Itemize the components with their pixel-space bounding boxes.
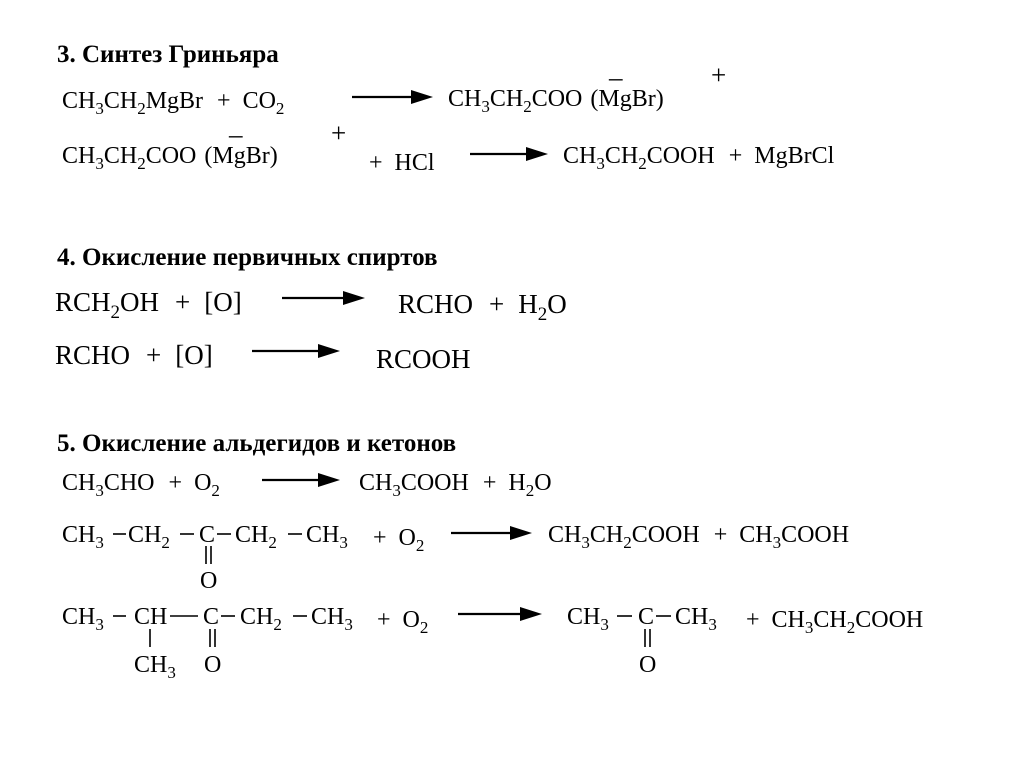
positive-charge: +: [711, 60, 727, 90]
reaction-3-2: [62, 118, 835, 176]
section-heading-grignard: 3. Синтез Гриньяра: [57, 41, 279, 68]
structure-group: $CH_3$: [567, 604, 609, 634]
reaction-3-1-right: $CH_3CH_2COO$ (MgBr): [448, 86, 664, 116]
structure-group: $CH_3$: [62, 522, 104, 552]
carbonyl-oxygen: O: [200, 568, 218, 594]
methylpentanone-structure: [62, 604, 353, 682]
negative-charge: –: [609, 62, 623, 92]
reaction-arrow: [282, 291, 365, 305]
reaction-4-2-left: RCHO + [O]: [55, 340, 213, 370]
reaction-4-1-left: $RCH_2OH + [O]$: [55, 287, 242, 323]
methyl-branch: $CH_3$: [134, 652, 176, 682]
structure-group: $CH_3$: [675, 604, 717, 634]
negative-charge: –: [229, 119, 243, 149]
structure-group: C: [638, 604, 655, 630]
reaction-3-1-left: $CH_3CH_2MgBr + CO_2$: [62, 88, 285, 118]
pentanone-structure: [62, 522, 348, 594]
reaction-5-3-coproduct: + $CH_3CH_2COOH$: [746, 607, 924, 637]
structure-group: CH: [134, 604, 168, 630]
reaction-arrow: [458, 607, 542, 621]
acetone-structure: [567, 604, 717, 678]
structure-group: $CH_2$: [240, 604, 282, 634]
structure-group: $CH_2$: [235, 522, 277, 552]
carbonyl-oxygen: O: [204, 652, 222, 678]
reaction-arrow: [252, 344, 340, 358]
reaction-5-1-right: $CH_3COOH + H_2O$: [359, 470, 552, 500]
structure-group: $CH_2$: [128, 522, 170, 552]
reaction-arrow: [352, 90, 433, 104]
reaction-3-1: [62, 60, 726, 118]
reaction-4-2-right: RCOOH: [376, 344, 471, 374]
reaction-arrow: [470, 147, 548, 161]
reaction-4-1: [55, 287, 567, 325]
section-heading-alcohol-oxidation: 4. Окисление первичных спиртов: [57, 244, 438, 271]
reaction-3-2-left-reagent: + HCl: [369, 150, 435, 176]
structure-group: C: [199, 522, 216, 548]
structure-group: C: [203, 604, 220, 630]
carbonyl-oxygen: O: [639, 652, 657, 678]
reaction-5-1: [62, 470, 552, 500]
reaction-3-2-right: $CH_3CH_2COOH$ + MgBrCl: [563, 143, 835, 173]
structure-group: $CH_3$: [62, 604, 104, 634]
reaction-5-2-reagent: + $O_2$: [373, 525, 425, 555]
positive-charge: +: [331, 118, 347, 148]
reaction-4-1-right: RCHO + $H_2O$: [398, 289, 567, 325]
reaction-3-2-left: $CH_3CH_2COO$ (MgBr): [62, 143, 278, 173]
reaction-4-2: [55, 340, 471, 374]
reaction-5-2-right: $CH_3CH_2COOH$ + $CH_3COOH$: [548, 522, 850, 552]
reaction-arrow: [451, 526, 532, 540]
structure-group: $CH_3$: [306, 522, 348, 552]
reaction-arrow: [262, 473, 340, 487]
section-heading-aldehyde-ketone-oxidation: 5. Окисление альдегидов и кетонов: [57, 430, 457, 457]
reaction-5-3: [62, 604, 923, 682]
reaction-5-2: [62, 522, 849, 594]
reaction-5-3-reagent: + $O_2$: [377, 607, 429, 637]
reaction-5-1-left: $CH_3CHO + O_2$: [62, 470, 220, 500]
structure-group: $CH_3$: [311, 604, 353, 634]
